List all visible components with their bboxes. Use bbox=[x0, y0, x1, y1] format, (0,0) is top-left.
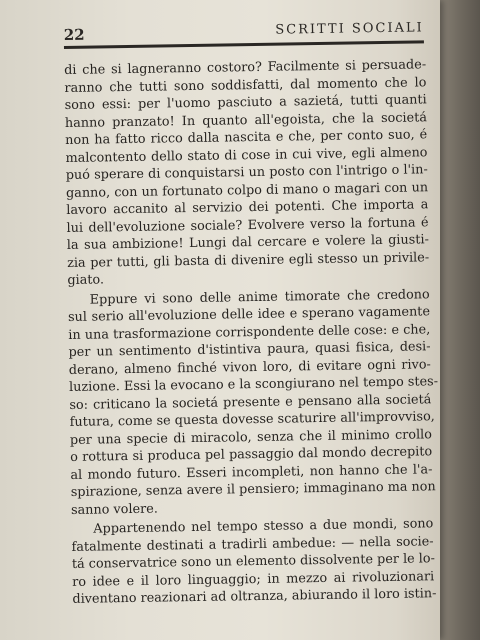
page-header bbox=[64, 18, 424, 49]
book-edge-shadow bbox=[436, 0, 480, 640]
text-line: futura, come se questa dovesse scaturire all'improvviso, bbox=[69, 409, 435, 430]
text-line: sul serio all'evoluzione delle idee e sperano vagamente bbox=[67, 304, 431, 325]
text-line: per un sentimento d'istintiva paura, quasi fisica, desi- bbox=[68, 339, 431, 360]
paragraph bbox=[71, 515, 437, 608]
text-line: di che si lagneranno costoro? Facilmente si persuade- bbox=[64, 57, 427, 78]
running-title: SCRITTI SOCIALI bbox=[275, 20, 424, 38]
text-line: derano, almeno finché vivon loro, di evitare ogni rivo- bbox=[68, 356, 431, 378]
text-line: non ha fatto ricco dalla nascita e che, per conto suo, é bbox=[65, 127, 428, 148]
body-text bbox=[64, 56, 439, 608]
text-line: puó sperare di conquistarsi un posto con l'intrigo o l'in- bbox=[65, 162, 428, 183]
text-line: giato. bbox=[67, 272, 105, 288]
paragraph bbox=[64, 56, 430, 289]
text-line: per una specie di miracolo, senza che il minimo crollo bbox=[69, 426, 433, 448]
text-line: ganno, con un fortunato colpo di mano o magari con un bbox=[65, 179, 429, 201]
text-line: hanno pranzato! In quanto all'egoista, che la societá bbox=[64, 109, 428, 131]
text-line: tá conservatrice sono un elemento dissolvente per le lo- bbox=[71, 551, 435, 572]
text-line: luzione. Essi la evocano e la scongiurano nel tempo stes- bbox=[68, 374, 439, 395]
text-line: spirazione, senza avere il pensiero; immaginano ma non bbox=[70, 479, 436, 500]
text-line: lavoro accanito al servizio dei potenti. Che importa a bbox=[66, 197, 429, 218]
text-line: fatalmente destinati a tradirli ambedue: — nella socie- bbox=[71, 533, 434, 555]
text-line: zia per tutti, gli basta di divenire egli stesso un privile- bbox=[67, 249, 430, 271]
text-line: lui dell'evoluzione sociale? Evolvere verso la fortuna é bbox=[66, 214, 429, 236]
text-line: in una trasformazione corrispondente delle cose: e che, bbox=[68, 321, 431, 343]
text-line: sono essi: per l'uomo pasciuto a sazietá, tutti quanti bbox=[64, 92, 427, 113]
text-line: malcontento dello stato di cose in cui vive, egli almeno bbox=[65, 144, 428, 166]
text-line: ro idee e il loro linguaggio; in mezzo ai rivoluzionari bbox=[72, 568, 435, 590]
text-line: al mondo futuro. Esseri incompleti, non hanno che l'a- bbox=[70, 461, 433, 483]
text-line: Eppure vi sono delle anime timorate che credono bbox=[89, 286, 430, 308]
page-number: 22 bbox=[63, 25, 85, 45]
text-line: Appartenendo nel tempo stesso a due mondi, sono bbox=[93, 516, 434, 537]
text-line: sanno volere. bbox=[70, 501, 158, 518]
paragraph bbox=[67, 286, 439, 519]
text-line: o rottura si produca pel passaggio dal mondo decrepito bbox=[70, 444, 433, 465]
text-line: so: criticano la societá presente e pensano alla societá bbox=[69, 391, 432, 413]
text-line: diventano reazionari ad oltranza, abiurando il loro istin- bbox=[72, 586, 437, 607]
text-line: la sua ambizione! Lungi dal cercare e volere la giusti- bbox=[66, 232, 429, 253]
text-line: ranno che tutti sono soddisfatti, dal momento che lo bbox=[64, 74, 427, 96]
